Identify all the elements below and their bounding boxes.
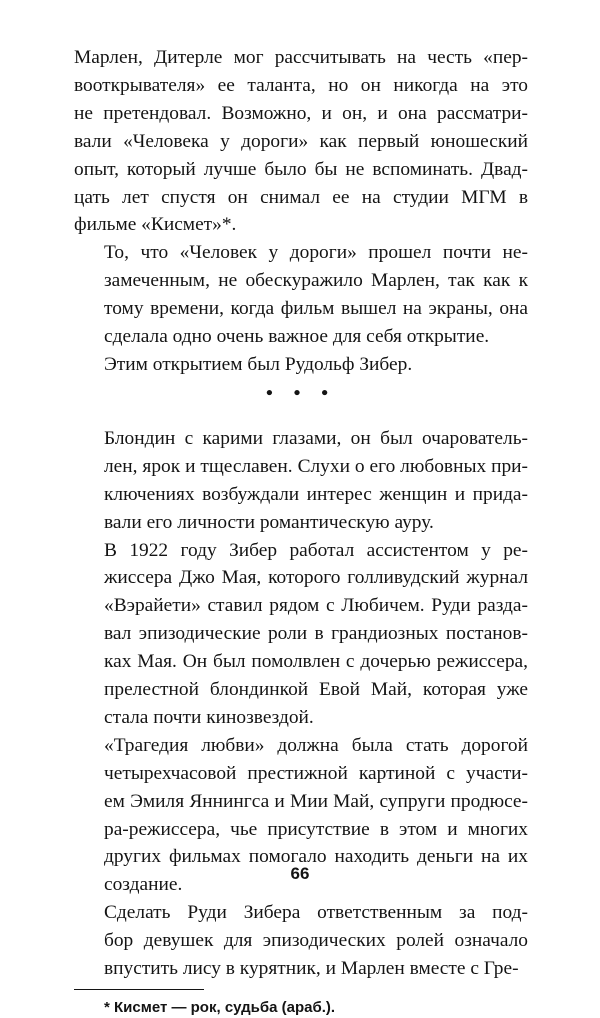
text-line: Блондин с карими глазами, он был очарователь-: [104, 427, 528, 449]
paragraph: [74, 239, 528, 351]
paragraph: [74, 44, 528, 239]
text-line: ем Эмиля Яннингса и Мии Май, супруги продюсе-: [104, 790, 528, 812]
page-number: 66: [290, 864, 310, 883]
text-line: Марлен, Дитерле мог рассчитывать на честь «пер-: [74, 47, 528, 68]
text-line: создание.: [104, 874, 183, 896]
text-line: фильме «Кисмет»*.: [74, 214, 237, 236]
text-line: вали его личности романтическую ауру.: [104, 511, 434, 533]
text-line: тому времени, когда фильм вышел на экраны, она: [104, 298, 528, 320]
text-line: прелестной блондинкой Евой Май, которая уже: [104, 679, 528, 701]
paragraph: [74, 899, 528, 983]
text-line: Сделать Руди Зибера ответственным за под-: [104, 902, 528, 924]
text-line: других фильмах помогало находить деньги на их: [104, 846, 528, 868]
text-line: ра-режиссера, чье присутствие в этом и многих: [104, 818, 528, 840]
text-block-before-separator: [74, 44, 528, 379]
text-line: опыт, который лучше было бы не вспоминать. Двад-: [74, 158, 528, 180]
paragraph: [74, 351, 528, 379]
text-line: лен, ярок и тщеславен. Слухи о его любовных при-: [104, 455, 528, 477]
text-line: жиссера Джо Мая, которого голливудский журнал: [104, 567, 528, 589]
text-line: не претендовал. Возможно, и он, и она рассматри-: [74, 102, 528, 124]
text-line: стала почти кинозвездой.: [104, 706, 314, 728]
footnote-rule: [74, 989, 204, 990]
text-line: цать лет спустя он снимал ее на студии МГМ в: [74, 186, 528, 208]
text-line: В 1922 году Зибер работал ассистентом у ре-: [104, 539, 528, 561]
text-line: «Вэрайети» ставил рядом с Любичем. Руди разда-: [104, 595, 528, 617]
text-line: четырехчасовой престижной картиной с участи-: [104, 762, 528, 784]
text-line: впустить лису в курятник, и Марлен вместе с Гре-: [104, 958, 519, 980]
paragraph: [74, 425, 528, 537]
section-separator: • • •: [265, 382, 337, 404]
paragraph: [74, 537, 528, 732]
text-line: ках Мая. Он был помолвлен с дочерью режиссера,: [104, 651, 528, 673]
text-line: Этим открытием был Рудольф Зибер.: [104, 353, 413, 375]
text-line: вал эпизодические роли в грандиозных постанов-: [104, 623, 528, 645]
text-line: вооткрывателя» ее таланта, но он никогда на это: [74, 74, 528, 96]
text-line: То, что «Человек у дороги» прошел почти не-: [104, 242, 528, 264]
text-line: «Трагедия любви» должна была стать дорогой: [104, 734, 528, 756]
text-line: вали «Человека у дороги» как первый юношеский: [74, 130, 528, 152]
text-line: замеченным, не обескуражило Марлен, так как к: [104, 270, 528, 292]
text-line: ключениях возбуждали интерес женщин и прида-: [104, 483, 528, 505]
footnote: * Кисмет — рок, судьба (араб.).: [104, 999, 336, 1016]
text-line: сделала одно очень важное для себя открытие.: [104, 326, 490, 348]
text-block-after-separator: [74, 425, 528, 983]
text-line: бор девушек для эпизодических ролей означало: [104, 930, 528, 952]
